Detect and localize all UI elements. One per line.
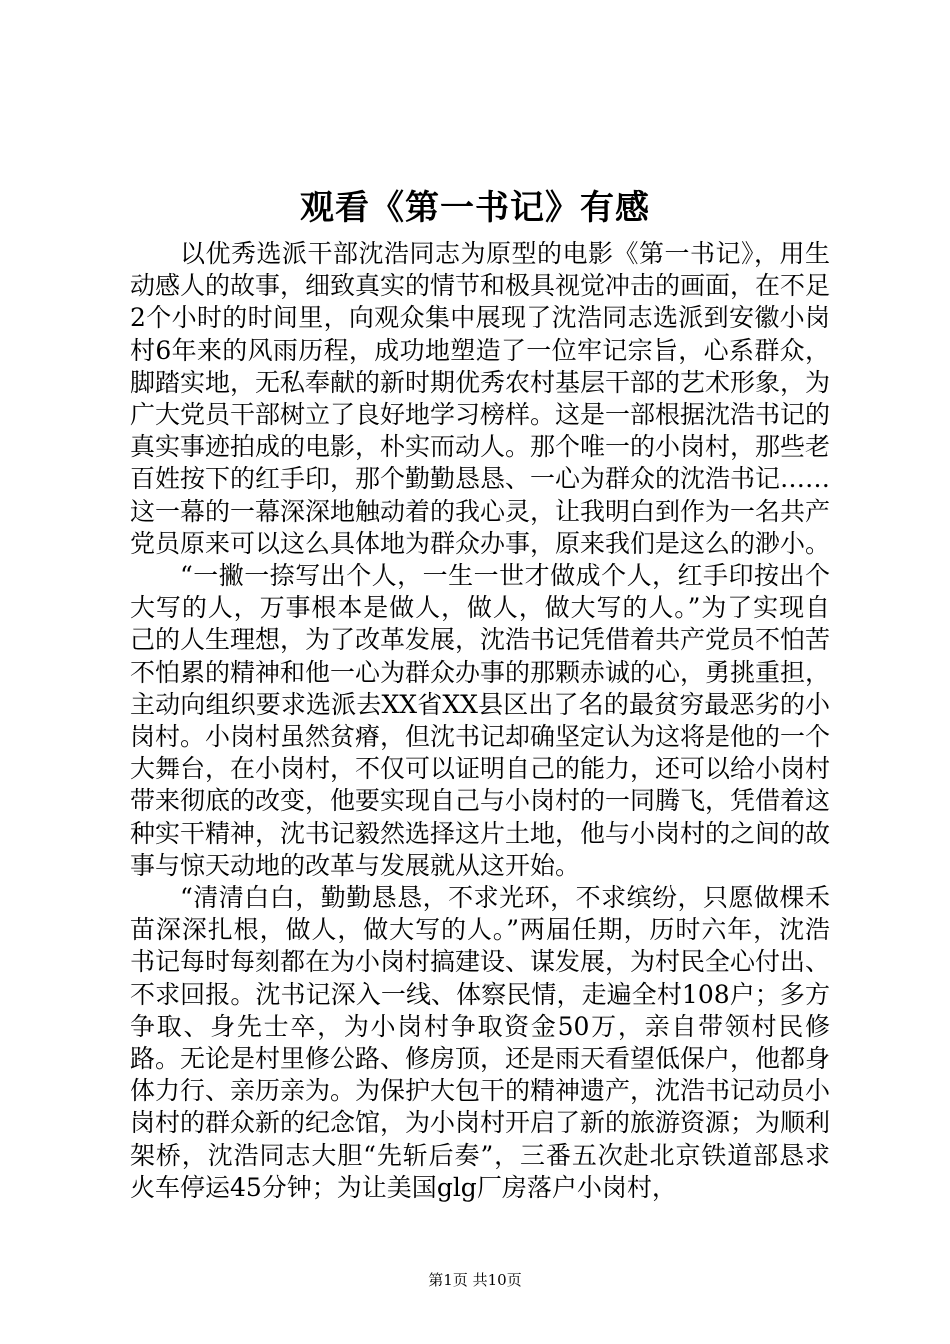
page-title: 观看《第一书记》有感 bbox=[300, 188, 650, 228]
paragraph-2: “一撇一捺写出个人，一生一世才做成个人，红手印按出个大写的人，万事根本是做人，做人，做大写的人。”为了实现自己的人生理想，为了改革发展，沈浩书记凭借着共产党员不怕苦不怕累的精神和他一心为群众办事的那颗赤诚的心，勇挑重担，主动向组织要求选派去XX省XX县区出了名的最贫穷最恶劣的小岗村。小岗村虽然贫瘠，但沈书记却确坚定认为这将是他的一个大舞台，在小岗村，不仅可以证明自己的能力，还可以给小岗村带来彻底的改变，他要实现自己与小岗村的一同腾飞，凭借着这种实干精神，沈书记毅然选择这片土地，他与小岗村的之间的故事与惊天动地的改革与发展就从这开始。 bbox=[130, 561, 831, 880]
paragraph-3: “清清白白，勤勤恳恳，不求光环，不求缤纷，只愿做棵禾苗深深扎根，做人，做大写的人。”两届任期，历时六年，沈浩书记每时每刻都在为小岗村搞建设、谋发展，为村民全心付出、不求回报。沈书记深入一线、体察民情，走遍全村108户；多方争取、身先士卒，为小岗村争取资金50万，亲自带领村民修路。无论是村里修公路、修房顶，还是雨天看望低保户，他都身体力行、亲历亲为。为保护大包干的精神遗产，沈浩书记动员小岗村的群众新的纪念馆，为小岗村开启了新的旅游资源；为顺利架桥，沈浩同志大胆“先斩后奏”，三番五次赴北京铁道部恳求火车停运45分钟；为让美国glg厂房落户小岗村， bbox=[130, 883, 831, 1202]
paragraph-1: 以优秀选派干部沈浩同志为原型的电影《第一书记》，用生动感人的故事，细致真实的情节和极具视觉冲击的画面，在不足2个小时的时间里，向观众集中展现了沈浩同志选派到安徽小岗村6年来的风雨历程，成功地塑造了一位牢记宗旨，心系群众，脚踏实地，无私奉献的新时期优秀农村基层干部的艺术形象，为广大党员干部树立了良好地学习榜样。这是一部根据沈浩书记的真实事迹拍成的电影，朴实而动人。那个唯一的小岗村，那些老百姓按下的红手印，那个勤勤恳恳、一心为群众的沈浩书记……这一幕的一幕深深地触动着的我心灵，让我明白到作为一名共产党员原来可以这么具体地为群众办事，原来我们是这么的渺小。 bbox=[130, 239, 831, 558]
page-footer: 第1页 共10页 bbox=[428, 1271, 522, 1289]
document-body bbox=[130, 238, 830, 1204]
